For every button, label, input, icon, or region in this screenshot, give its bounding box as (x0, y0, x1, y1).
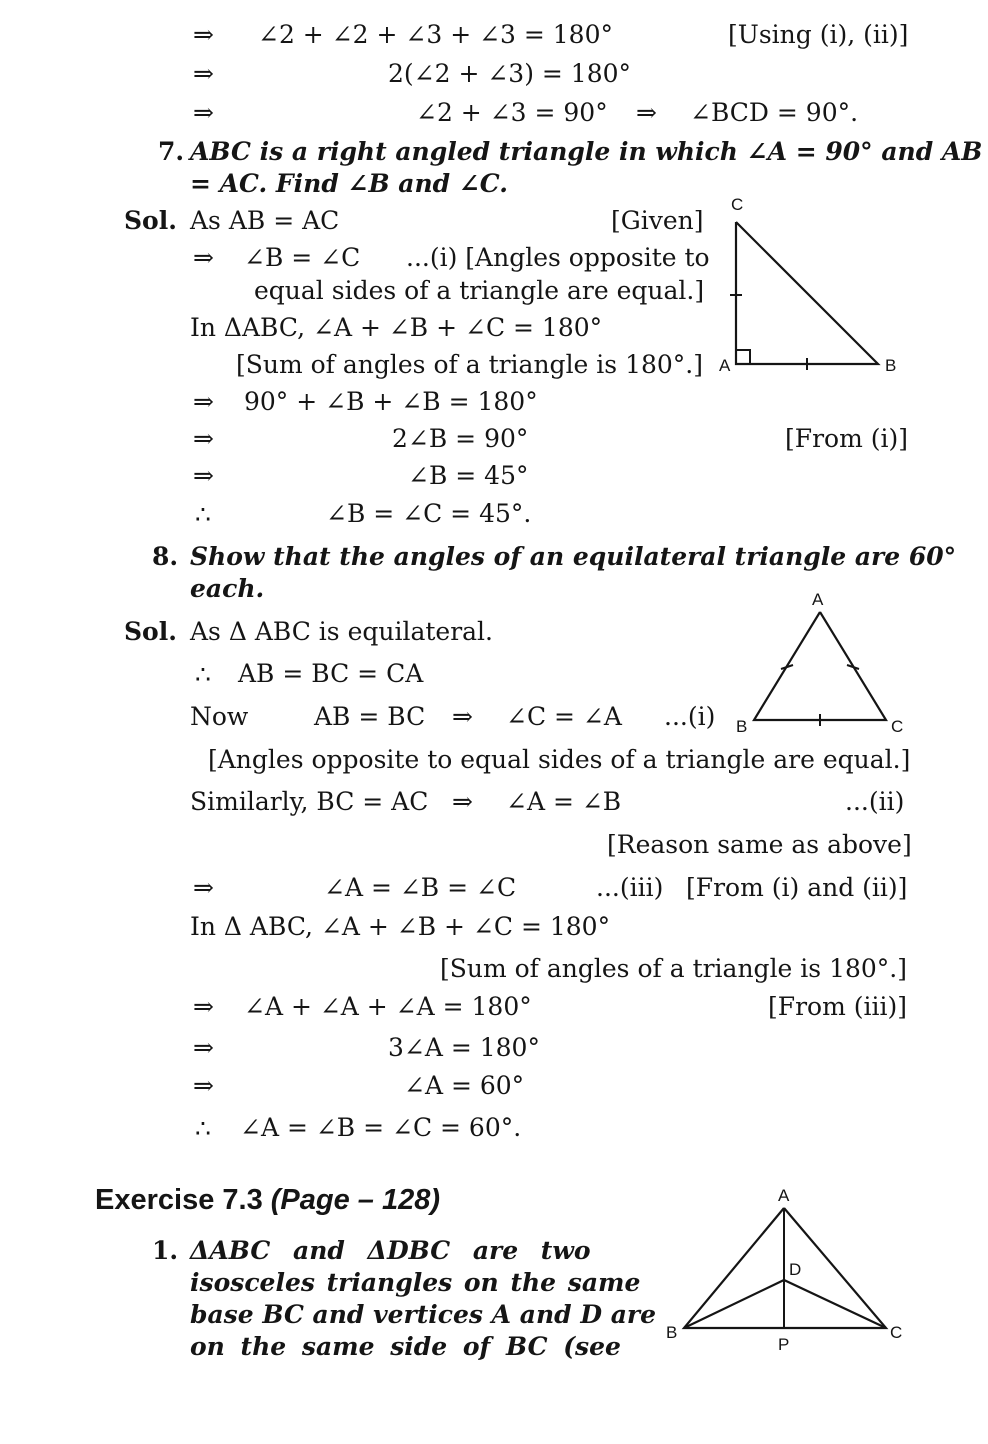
exercise-page: (Page – 128) (270, 1184, 441, 1216)
reason-text: equal sides of a triangle are equal.] (254, 276, 705, 305)
solution-label: Sol. (124, 617, 177, 646)
point-label-p: P (778, 1335, 790, 1354)
solution-line: As Δ ABC is equilateral. (190, 617, 494, 646)
implies-arrow: ⇒ (193, 424, 214, 453)
question-text: ABC is a right angled triangle in which ∠A = 90° and AB (190, 137, 983, 166)
solution-line: ∠B = ∠C (244, 243, 361, 272)
reason-text: [Given] (611, 206, 704, 235)
reason-text: [Sum of angles of a triangle is 180°.] (236, 350, 703, 379)
implies-arrow: ⇒ (193, 1071, 214, 1100)
vertex-label-c: C (891, 717, 904, 736)
solution-line: In ΔABC, ∠A + ∠B + ∠C = 180° (190, 313, 603, 342)
vertex-label-d: D (789, 1260, 802, 1279)
equation-line: ∠2 + ∠3 = 90° (416, 98, 608, 127)
equation-tag: ...(i) (664, 702, 716, 731)
exercise-heading (95, 1182, 440, 1218)
solution-result: ∠A = ∠B = ∠C = 60°. (240, 1113, 522, 1142)
question-text: on the same side of BC (see (190, 1332, 621, 1361)
triangle-abc (736, 222, 878, 364)
solution-line: ∠C = ∠A (506, 702, 622, 731)
solution-line: 3∠A = 180° (388, 1033, 540, 1062)
question-text: each. (190, 574, 265, 603)
implies-arrow: ⇒ (193, 992, 214, 1021)
solution-line: ∠B = 45° (408, 461, 529, 490)
question-text: = AC. Find ∠B and ∠C. (190, 169, 508, 198)
equation-tag: ...(iii) (596, 873, 664, 902)
equilateral-triangle-figure (730, 588, 920, 738)
solution-line: ∠A = ∠B = ∠C (324, 873, 517, 902)
question-text: Show that the angles of an equilateral triangle are 60° (190, 542, 957, 571)
isosceles-triangles-figure (660, 1186, 910, 1366)
solution-line: As AB = AC (190, 206, 340, 235)
reason-text: [Sum of angles of a triangle is 180°.] (440, 954, 907, 983)
reason-text: [From (i)] (785, 424, 909, 453)
implies-arrow: ⇒ (636, 98, 657, 127)
vertex-label-c: C (731, 195, 744, 214)
vertex-label-a: A (719, 356, 731, 375)
solution-line: 90° + ∠B + ∠B = 180° (244, 387, 538, 416)
reason-text: [Using (i), (ii)] (728, 20, 909, 49)
reason-text: [Reason same as above] (607, 830, 912, 859)
solution-line: AB = BC (314, 702, 426, 731)
implies-arrow: ⇒ (193, 387, 214, 416)
exercise-title: Exercise 7.3 (95, 1184, 263, 1216)
equation-tag: ...(ii) (845, 787, 905, 816)
equation-result: ∠BCD = 90°. (690, 98, 859, 127)
implies-arrow: ⇒ (193, 873, 214, 902)
reason-text: [From (iii)] (768, 992, 908, 1021)
therefore-symbol: ∴ (195, 660, 211, 689)
implies-arrow: ⇒ (452, 787, 473, 816)
equation-line: ∠2 + ∠2 + ∠3 + ∠3 = 180° (258, 20, 613, 49)
implies-arrow: ⇒ (193, 243, 214, 272)
vertex-label-b: B (666, 1323, 678, 1342)
solution-line: ∠A = ∠B (506, 787, 622, 816)
vertex-label-a: A (812, 590, 824, 609)
solution-line: ∠A = 60° (404, 1071, 525, 1100)
solution-line: AB = BC = CA (238, 659, 424, 688)
equation-line: 2(∠2 + ∠3) = 180° (388, 59, 632, 88)
vertex-label-a: A (778, 1186, 790, 1205)
implies-arrow: ⇒ (193, 461, 214, 490)
question-number: 1. (152, 1236, 179, 1265)
vertex-label-b: B (885, 356, 897, 375)
reason-text: [Angles opposite to equal sides of a triangle are equal.] (208, 745, 911, 774)
right-angle-mark (736, 350, 750, 364)
implies-arrow: ⇒ (193, 20, 214, 49)
solution-line: 2∠B = 90° (392, 424, 529, 453)
right-triangle-figure (700, 196, 910, 386)
vertex-label-c: C (890, 1323, 903, 1342)
implies-arrow: ⇒ (193, 1033, 214, 1062)
therefore-symbol: ∴ (195, 500, 211, 529)
implies-arrow: ⇒ (193, 98, 214, 127)
question-number: 8. (152, 542, 179, 571)
reason-text: ...(i) [Angles opposite to (406, 243, 710, 272)
solution-result: ∠B = ∠C = 45°. (326, 499, 532, 528)
vertex-label-b: B (736, 717, 748, 736)
question-text: ΔABC and ΔDBC are two (190, 1236, 591, 1265)
triangle-abc (754, 612, 886, 720)
reason-text: [From (i) and (ii)] (686, 873, 908, 902)
implies-arrow: ⇒ (193, 59, 214, 88)
question-text: base BC and vertices A and D are (190, 1300, 656, 1329)
implies-arrow: ⇒ (452, 702, 473, 731)
solution-line: Similarly, BC = AC (190, 787, 429, 816)
question-text: isosceles triangles on the same (190, 1268, 641, 1297)
question-number: 7. (158, 137, 185, 166)
solution-line: In Δ ABC, ∠A + ∠B + ∠C = 180° (190, 912, 611, 941)
therefore-symbol: ∴ (195, 1114, 211, 1143)
solution-line: ∠A + ∠A + ∠A = 180° (244, 992, 532, 1021)
solution-line: Now (190, 702, 249, 731)
solution-label: Sol. (124, 206, 177, 235)
